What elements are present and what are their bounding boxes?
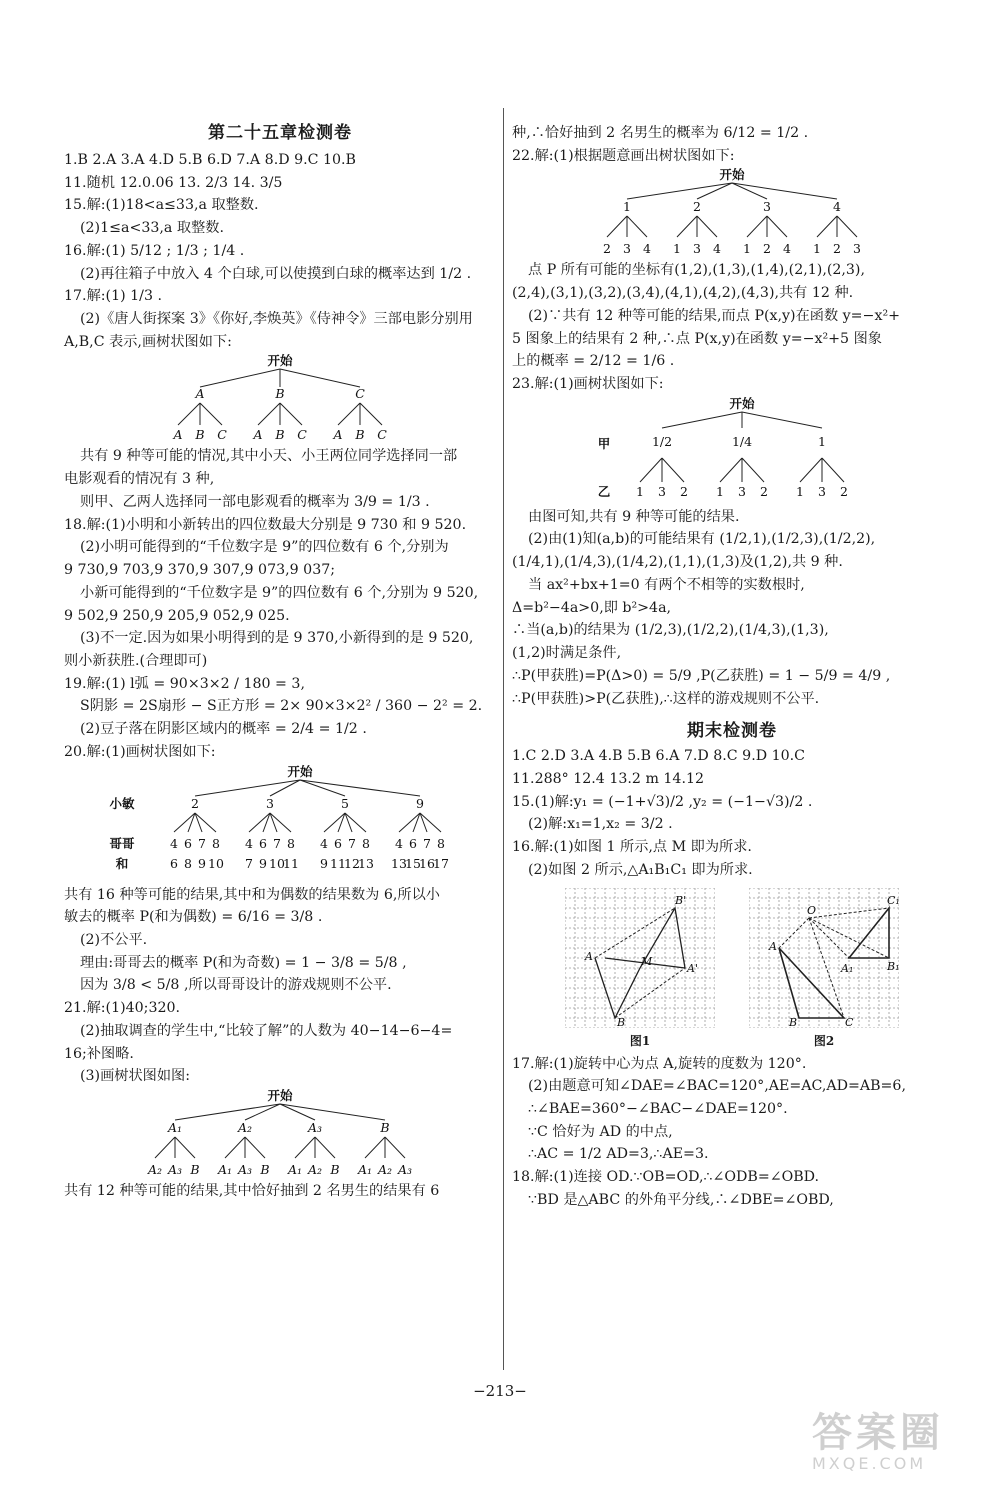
tree-leaf: 6 <box>184 835 192 851</box>
answer-line: 敏去的概率 P(和为偶数) = 6/16 = 3/8 . <box>64 909 323 926</box>
tree-node: 1/2 <box>651 433 673 449</box>
answer-line: 16;补图略. <box>64 1045 134 1062</box>
answer-line: (2)抽取调查的学生中,“比较了解”的人数为 40−14−6−4= <box>80 1022 453 1039</box>
answer-line: A,B,C 表示,画树状图如下: <box>64 333 232 350</box>
tree-diagram-23 <box>592 396 872 506</box>
sum-value: 17 <box>433 855 449 871</box>
tree-leaf: 4 <box>170 835 178 851</box>
answer-line: 19.解:(1) l弧 = 90×3×2 / 180 = 3, <box>64 675 305 692</box>
tree-leaf: 3 <box>693 241 701 257</box>
right-block-1 <box>512 122 952 167</box>
point-label: B <box>789 1015 798 1028</box>
sum-value: 11 <box>283 855 299 871</box>
row-label-jia: 甲 <box>597 435 611 451</box>
figure-1 <box>565 888 715 1049</box>
left-block-3 <box>64 884 496 1088</box>
tree-leaf: C <box>297 427 307 443</box>
answer-line: 当 ax²+bx+1=0 有两个不相等的实数根时, <box>528 576 805 593</box>
watermark-logo <box>812 1411 982 1475</box>
tree-node: 4 <box>833 199 841 215</box>
geometry-figures <box>512 888 952 1049</box>
tree-leaf: 3 <box>738 483 746 499</box>
sum-value: 9 <box>198 855 206 871</box>
tree-leaf: B <box>275 427 285 443</box>
tree-start-label: 开始 <box>719 167 745 183</box>
right-block-2 <box>512 259 952 395</box>
right-block-5 <box>512 1053 952 1212</box>
tree-leaf: A₂ <box>307 1162 323 1177</box>
answer-line: 由图可知,共有 9 种等可能的结果. <box>528 508 740 525</box>
sum-value: 10 <box>208 855 224 871</box>
answer-line: 21.解:(1)40;320. <box>64 1000 181 1017</box>
tree-leaf: 4 <box>713 241 721 257</box>
answer-line: 18.解:(1)连接 OD.∵OB=OD,∴∠ODB=∠OBD. <box>512 1169 820 1186</box>
sum-value: 13 <box>358 855 374 871</box>
tree-leaf: 8 <box>362 835 370 851</box>
answer-line: 23.解:(1)画树状图如下: <box>512 376 664 393</box>
answer-line: 16.解:(1) 5/12 ; 1/3 ; 1/4 . <box>64 242 245 259</box>
figure-1-caption: 图1 <box>629 1033 651 1048</box>
sum-value: 12 <box>344 855 360 871</box>
tree-leaf: 2 <box>680 483 688 499</box>
tree-node: 5 <box>341 795 349 811</box>
tree-node: A₁ <box>167 1120 183 1135</box>
tree-leaf: B <box>330 1162 340 1177</box>
watermark-text: 答案圈 <box>812 1410 944 1456</box>
answer-line: (2)《唐人街探案 3》《你好,李焕英》《侍神令》三部电影分别用 <box>80 311 473 328</box>
tree-leaf: 3 <box>623 241 631 257</box>
tree-node: A₂ <box>237 1120 253 1135</box>
answer-line: ∴当(a,b)的结果为 (1/2,3),(1/2,2),(1/4,3),(1,3), <box>512 622 829 639</box>
figure-1-grid <box>565 888 715 1028</box>
tree-leaf: C <box>377 427 387 443</box>
answer-line: S阴影 = 2S扇形 − S正方形 = 2× 90×3×2² / 360 − 2² = 2. <box>80 698 483 715</box>
tree-node: 1 <box>623 199 631 215</box>
tree-node: 2 <box>191 795 199 811</box>
tree-node: 2 <box>693 199 701 215</box>
tree-leaf: 6 <box>409 835 417 851</box>
tree-start-label: 开始 <box>267 1088 293 1103</box>
tree-leaf: 4 <box>783 241 791 257</box>
tree-leaf: 1 <box>673 241 681 257</box>
point-label: B₁ <box>887 959 899 973</box>
answer-line: (1,2)时满足条件, <box>512 645 622 662</box>
tree-leaf: 8 <box>212 835 220 851</box>
answer-line: 电影观看的情况有 3 种, <box>64 471 215 488</box>
row-label-xiaomin: 小敏 <box>109 795 135 811</box>
tree-node: A₃ <box>307 1120 323 1135</box>
tree-leaf: C <box>217 427 227 443</box>
figure-2-grid <box>749 888 899 1028</box>
sum-value: 13 <box>391 855 407 871</box>
tree-leaf: 1 <box>743 241 751 257</box>
tree-leaf: 7 <box>273 835 281 851</box>
tree-leaf: B <box>195 427 205 443</box>
sum-value: 7 <box>245 855 253 871</box>
tree-leaf: A₂ <box>147 1162 163 1177</box>
tree-leaf: 7 <box>198 835 206 851</box>
page-number: −213− <box>473 1382 527 1400</box>
point-label: A' <box>687 961 698 975</box>
row-label-yi: 乙 <box>597 483 611 499</box>
tree-leaf: A₁ <box>217 1162 233 1177</box>
tree-leaf: A <box>333 427 343 443</box>
answer-line: 则小新获胜.(合理即可) <box>64 652 208 669</box>
row-label-he: 和 <box>115 855 129 871</box>
tree-leaf: 4 <box>395 835 403 851</box>
tree-leaf: 2 <box>603 241 611 257</box>
tree-start-label: 开始 <box>267 353 293 369</box>
answer-line: 11.288° 12.4 13.2 m 14.12 <box>512 770 705 787</box>
answer-line: 1.B 2.A 3.A 4.D 5.B 6.D 7.A 8.D 9.C 10.B <box>64 152 356 168</box>
tree-leaf: 3 <box>853 241 861 257</box>
answer-line: 1.C 2.D 3.A 4.B 5.B 6.A 7.D 8.C 9.D 10.C <box>512 748 806 765</box>
point-label: A <box>769 939 777 953</box>
answer-line: 理由:哥哥去的概率 P(和为奇数) = 1 − 3/8 = 5/8 , <box>80 954 407 971</box>
answer-line: (3)不一定.因为如果小明得到的是 9 370,小新得到的是 9 520, <box>80 630 474 647</box>
answer-line: (2)1≤a<33,a 取整数. <box>80 220 224 237</box>
tree-start-label: 开始 <box>729 395 755 411</box>
answer-line: 15.解:(1)18<a≤33,a 取整数. <box>64 197 259 214</box>
tree-leaf: A₁ <box>287 1162 303 1177</box>
tree-leaf: 6 <box>334 835 342 851</box>
tree-leaf: 3 <box>658 483 666 499</box>
answer-line: ∵BD 是△ABC 的外角平分线,∴∠DBE=∠OBD, <box>528 1191 834 1208</box>
tree-leaf: B <box>260 1162 270 1177</box>
answer-line: ∴P(甲获胜)=P(Δ>0) = 5/9 ,P(乙获胜) = 1 − 5/9 = 4/9 , <box>512 667 891 684</box>
tree-leaf: 1 <box>813 241 821 257</box>
tree-diagram-21 <box>140 1088 420 1180</box>
answer-line: 22.解:(1)根据题意画出树状图如下: <box>512 147 735 164</box>
sum-value: 9 <box>320 855 328 871</box>
answer-line: ∴P(甲获胜)>P(乙获胜),∴这样的游戏规则不公平. <box>512 690 820 707</box>
tree-leaf: 2 <box>763 241 771 257</box>
right-block-3 <box>512 506 952 710</box>
answer-line: (2)不公平. <box>80 931 148 948</box>
tree-leaf: A₃ <box>397 1162 413 1177</box>
answer-line: (2)再往箱子中放入 4 个白球,可以使摸到白球的概率达到 1/2 . <box>80 265 472 282</box>
answer-line: ∵C 恰好为 AD 的中点, <box>528 1123 673 1140</box>
answer-line: 因为 3/8 < 5/8 ,所以哥哥设计的游戏规则不公平. <box>80 977 392 994</box>
answer-line: 共有 12 种等可能的结果,其中恰好抽到 2 名男生的结果有 6 <box>64 1183 440 1199</box>
answer-line: Δ=b²−4a>0,即 b²>4a, <box>512 599 672 616</box>
final-exam-title: 期末检测卷 <box>687 721 777 742</box>
tree-leaf: 4 <box>320 835 328 851</box>
tree-node: A <box>195 386 205 402</box>
tree-leaf: B <box>190 1162 200 1177</box>
tree-leaf: A₃ <box>237 1162 253 1177</box>
answer-line: 18.解:(1)小明和小新转出的四位数最大分别是 9 730 和 9 520. <box>64 516 467 533</box>
point-label: A <box>585 949 593 963</box>
answer-line: 9 502,9 250,9 205,9 052,9 025. <box>64 607 290 624</box>
watermark-url: MXQE.COM <box>812 1454 927 1473</box>
right-column <box>512 122 952 1212</box>
tree-leaf: 6 <box>259 835 267 851</box>
answer-line: (2)由(1)知(a,b)的可能结果有 (1/2,1),(1/2,3),(1/2,2), <box>528 531 876 548</box>
figure-2-caption: 图2 <box>813 1033 835 1048</box>
tree-leaf: 4 <box>245 835 253 851</box>
answer-line: 9 730,9 703,9 370,9 307,9 073,9 037; <box>64 562 336 579</box>
sum-value: 16 <box>419 855 435 871</box>
answer-line: 种,∴恰好抽到 2 名男生的概率为 6/12 = 1/2 . <box>512 125 809 141</box>
tree-leaf: 8 <box>437 835 445 851</box>
answer-line: (2)解:x₁=1,x₂ = 3/2 . <box>528 816 673 833</box>
point-label: C₁ <box>887 893 899 907</box>
tree-leaf: A₁ <box>357 1162 373 1177</box>
tree-diagram-20 <box>100 764 460 884</box>
tree-leaf: A₃ <box>167 1162 183 1177</box>
tree-leaf: 2 <box>840 483 848 499</box>
point-label: O <box>807 903 817 917</box>
column-divider <box>503 108 504 1370</box>
tree-leaf: 1 <box>796 483 804 499</box>
answer-line: 15.(1)解:y₁ = (−1+√3)/2 ,y₂ = (−1−√3)/2 . <box>512 793 813 810</box>
tree-leaf: 2 <box>833 241 841 257</box>
tree-leaf: 3 <box>818 483 826 499</box>
answer-line: 共有 9 种等可能的情况,其中小天、小王两位同学选择同一部 <box>80 448 458 465</box>
tree-leaf: 7 <box>348 835 356 851</box>
left-block-4 <box>64 1180 496 1203</box>
tree-node: 1/4 <box>731 433 753 449</box>
left-block-1 <box>64 149 496 353</box>
tree-node: 1 <box>818 433 826 449</box>
tree-leaf: 7 <box>423 835 431 851</box>
tree-leaf: 1 <box>716 483 724 499</box>
answer-line: (2)豆子落在阴影区域内的概率 = 2/4 = 1/2 . <box>80 721 367 738</box>
tree-leaf: 4 <box>643 241 651 257</box>
answer-line: 20.解:(1)画树状图如下: <box>64 743 216 760</box>
tree-leaf: B <box>355 427 365 443</box>
sum-value: 11 <box>330 855 346 871</box>
answer-line: (1/4,1),(1/4,3),(1/4,2),(1,1),(1,3)及(1,2),共 9 种. <box>512 554 843 571</box>
chapter-title: 第二十五章检测卷 <box>208 123 352 143</box>
tree-leaf: 8 <box>287 835 295 851</box>
tree-node: 3 <box>763 199 771 215</box>
tree-node: 3 <box>266 795 274 811</box>
answer-line: 则甲、乙两人选择同一部电影观看的概率为 3/9 = 1/3 . <box>80 493 430 510</box>
answer-line: (3)画树状图如图: <box>80 1068 191 1085</box>
tree-diagram-22 <box>592 167 872 259</box>
answer-line: (2)由题意可知∠DAE=∠BAC=120°,AE=AC,AD=AB=6, <box>528 1078 906 1095</box>
answer-line: 5 图象上的结果有 2 种,∴点 P(x,y)在函数 y=−x²+5 图象 <box>512 330 882 347</box>
answer-line: ∴∠BAE=360°−∠BAC−∠DAE=120°. <box>528 1100 788 1117</box>
left-block-2 <box>64 445 496 763</box>
sum-value: 10 <box>269 855 285 871</box>
point-label: B' <box>675 893 687 907</box>
answer-line: 共有 16 种等可能的结果,其中和为偶数的结果数为 6,所以小 <box>64 886 440 903</box>
answer-line: 上的概率 = 2/12 = 1/6 . <box>512 353 675 370</box>
answer-line: 17.解:(1)旋转中心为点 A,旋转的度数为 120°. <box>512 1055 807 1072</box>
sum-value: 6 <box>170 855 178 871</box>
answer-line: (2,4),(3,1),(3,2),(3,4),(4,1),(4,2),(4,3),共有 12 种. <box>512 285 854 302</box>
tree-start-label: 开始 <box>287 763 313 779</box>
answer-line: 17.解:(1) 1/3 . <box>64 288 162 305</box>
tree-node: 9 <box>416 795 424 811</box>
answer-line: 点 P 所有可能的坐标有(1,2),(1,3),(1,4),(2,1),(2,3), <box>528 262 865 279</box>
answer-line: ∴AC = 1/2 AD=3,∴AE=3. <box>528 1146 709 1163</box>
answer-line: (2)小明可能得到的“千位数字是 9”的四位数有 6 个,分别为 <box>80 539 449 556</box>
tree-leaf: A₂ <box>377 1162 393 1177</box>
left-column <box>64 118 496 1203</box>
answer-line: (2)∵共有 12 种等可能的结果,而点 P(x,y)在函数 y=−x²+ <box>528 307 901 324</box>
answer-line: 小新可能得到的“千位数字是 9”的四位数有 6 个,分别为 9 520, <box>80 584 479 601</box>
point-label: B <box>617 1015 626 1028</box>
sum-value: 8 <box>184 855 192 871</box>
point-label: C <box>845 1015 854 1028</box>
figure-2 <box>749 888 899 1049</box>
answer-line: (2)如图 2 所示,△A₁B₁C₁ 即为所求. <box>528 861 753 878</box>
sum-value: 15 <box>405 855 421 871</box>
point-label: M <box>641 954 653 968</box>
tree-leaf: A <box>253 427 263 443</box>
answer-line: 11.随机 12.0.06 13. 2/3 14. 3/5 <box>64 174 283 191</box>
row-label-gege: 哥哥 <box>109 835 135 851</box>
right-block-4 <box>512 745 952 881</box>
tree-node: C <box>355 386 365 402</box>
point-label: A₁ <box>841 961 854 975</box>
tree-node: B <box>275 386 285 402</box>
tree-node: B <box>380 1120 390 1135</box>
tree-leaf: 2 <box>760 483 768 499</box>
tree-leaf: 1 <box>636 483 644 499</box>
answer-line: 16.解:(1)如图 1 所示,点 M 即为所求. <box>512 839 752 856</box>
sum-value: 9 <box>259 855 267 871</box>
tree-diagram-17 <box>160 353 400 445</box>
tree-leaf: A <box>173 427 183 443</box>
